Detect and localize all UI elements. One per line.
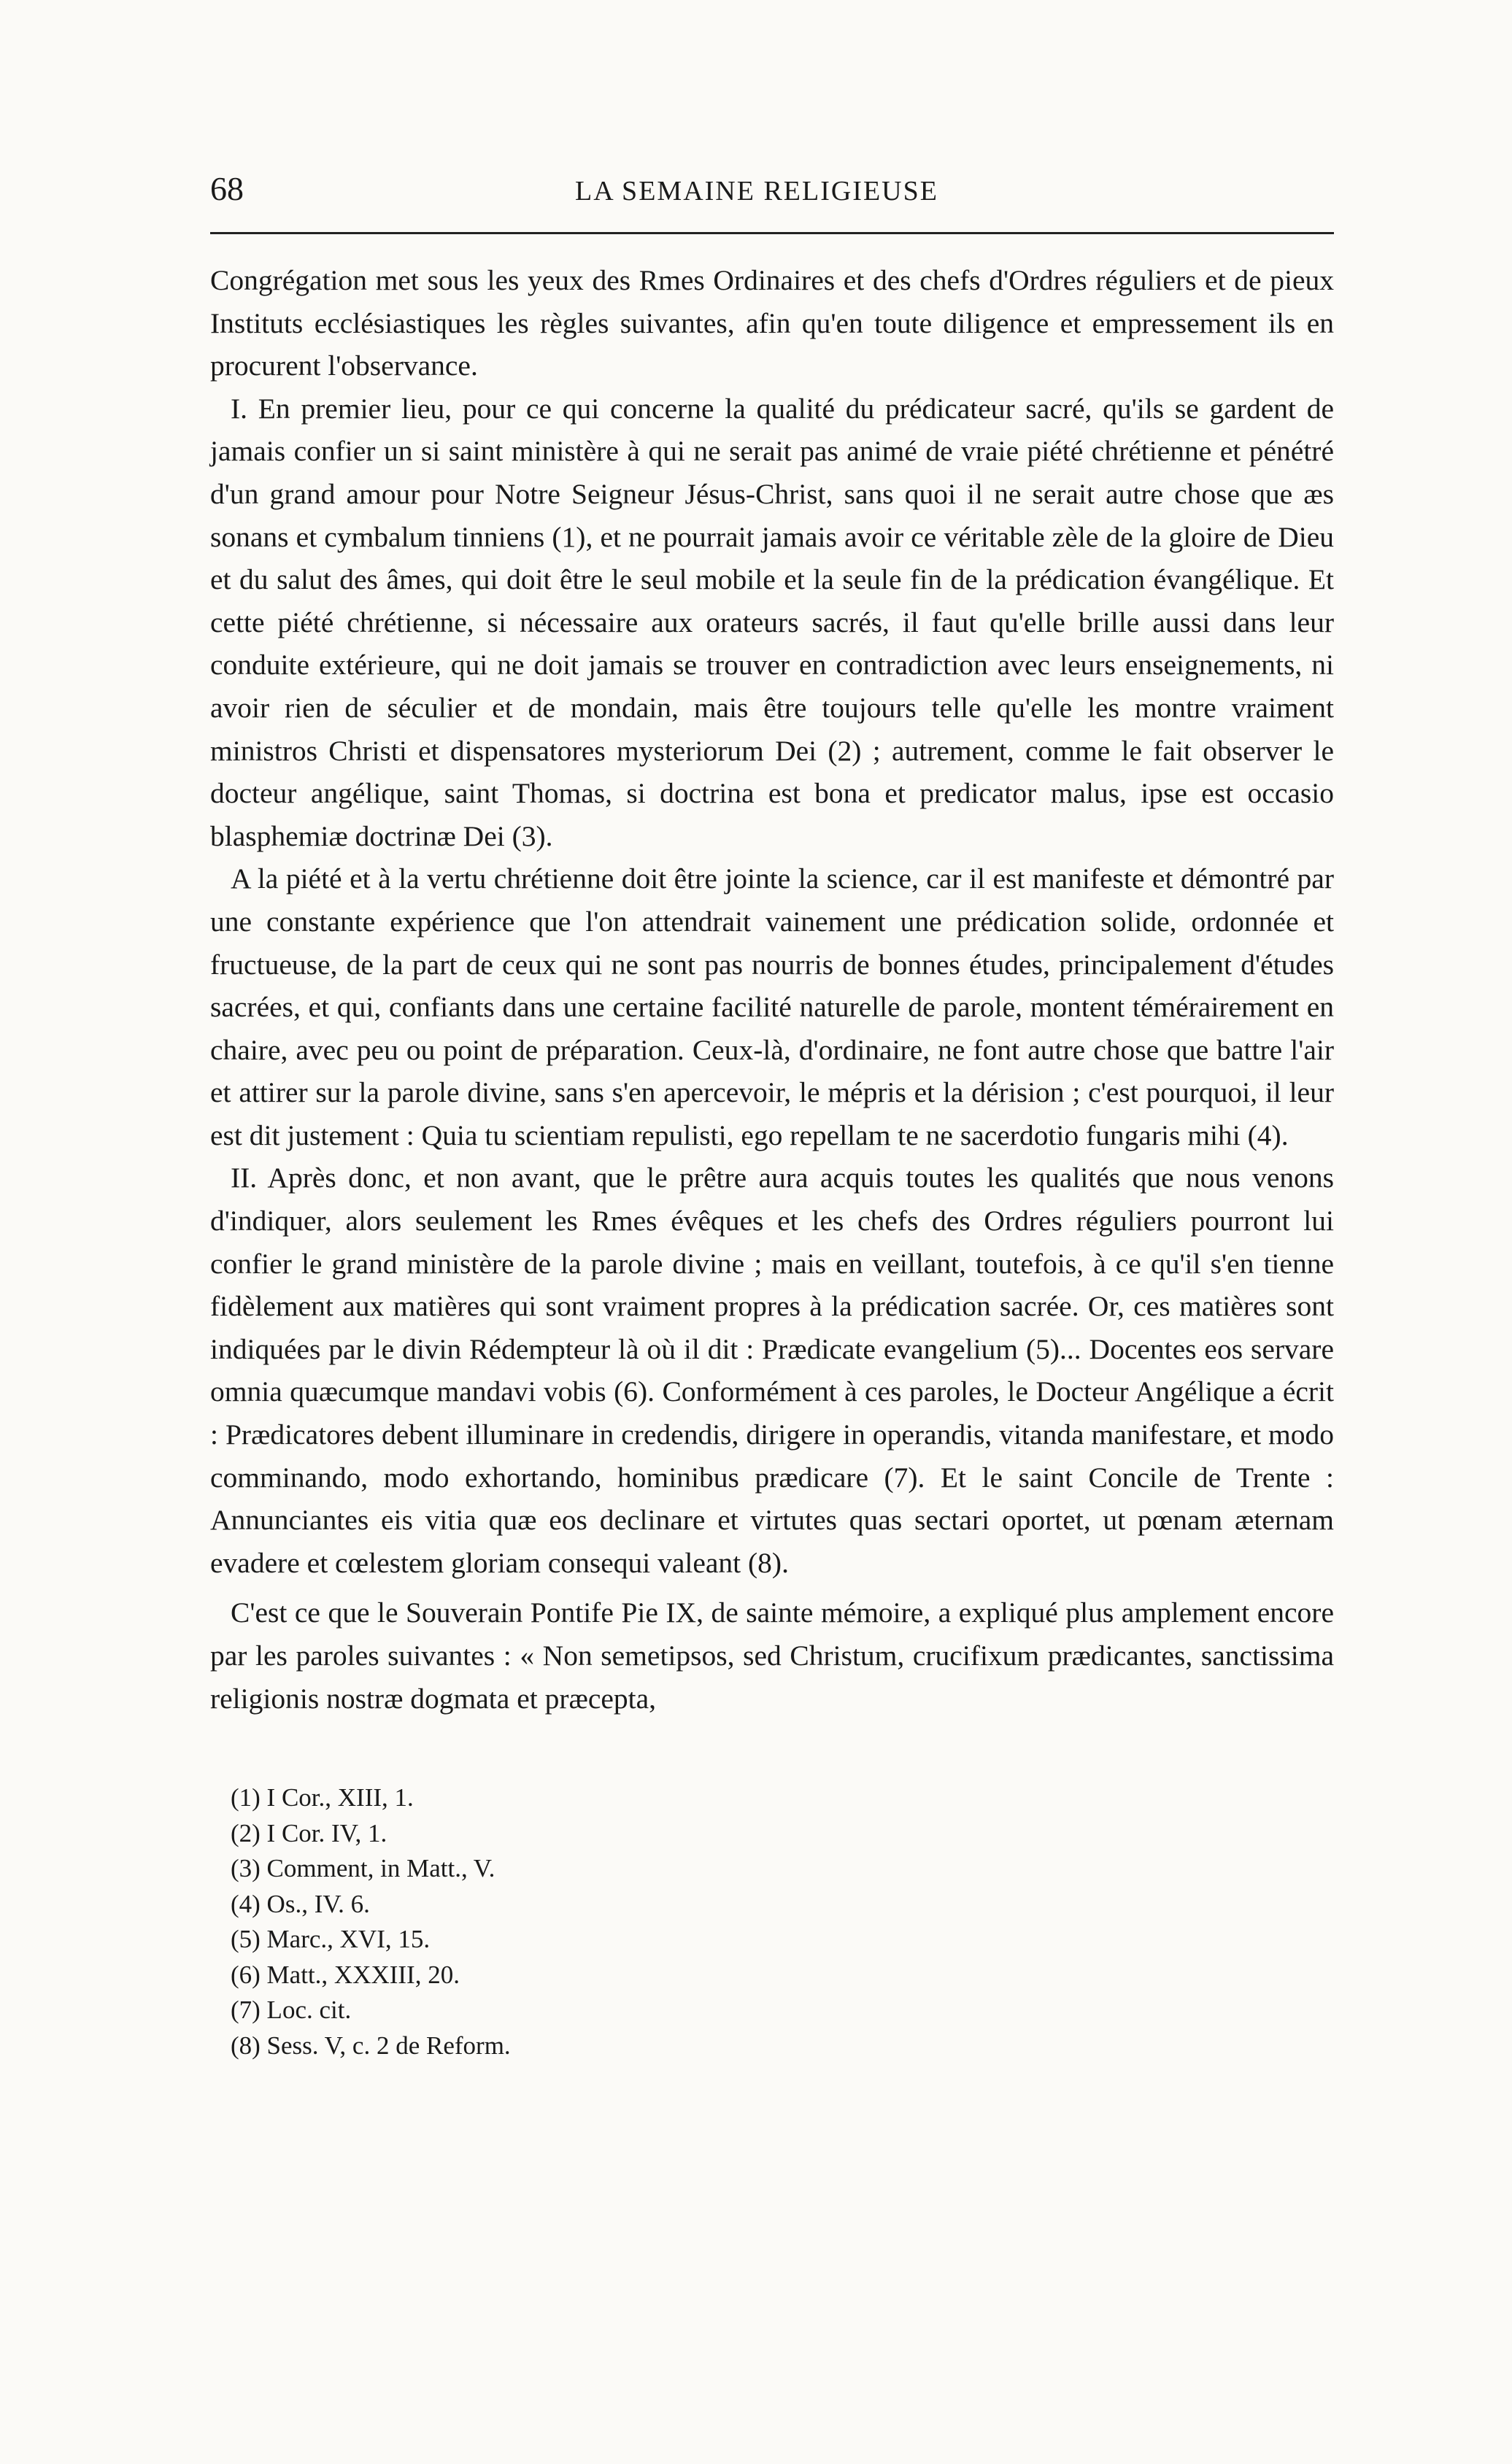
paragraph: A la piété et à la vertu chrétienne doit être jointe la science, car il est manifeste et démontré par une constante expérience que l'on attendrait vainement une prédication solide, ordonnée et fructueuse, de la part de ceux qui ne sont pas nourris de bonnes études, principalement d'études sacrées, et qui, confiants dans une certaine facilité naturelle de parole, montent témérairement en chaire, avec peu ou point de préparation. Ceux-là, d'ordinaire, ne font autre chose que battre l'air et attirer sur la parole divine, sans s'en apercevoir, le mépris et la dérision ; c'est pourquoi, il leur est dit justement : Quia tu scientiam repulisti, ego repellam te ne sacerdotio fungaris mihi (4). — [210, 862, 1334, 1151]
paragraph: II. Après donc, et non avant, que le prêtre aura acquis toutes les qualités que nous venons d'indiquer, alors seulement les Rmes évêques et les chefs des Ordres réguliers pourront lui confier le grand ministère de la parole divine ; mais en veillant, toutefois, à ce qu'il s'en tienne fidèlement aux matières qui sont vraiment propres à la prédication sacrée. Or, ces matières sont indiquées par le divin Rédempteur là où il dit : Prædicate evangelium (5)... Docentes eos servare omnia quæcumque mandavi vobis (6). Conformément à ces paroles, le Docteur Angélique a écrit : Prædicatores debent illuminare in credendis, dirigere in operandis, vitanda manifestare, et modo comminando, modo exhortando, hominibus prædicare (7). Et le saint Concile de Trente : Annunciantes eis vitia quæ eos declinare et virtutes quas sectari oportet, ut pœnam æternam evadere et cœlestem gloriam consequi valeant (8). — [210, 1162, 1334, 1579]
header-rule — [210, 232, 1334, 234]
footnote: (8) Sess. V, c. 2 de Reform. — [231, 2031, 511, 2060]
footnote: (4) Os., IV. 6. — [231, 1889, 370, 1918]
body-text — [210, 259, 1334, 1720]
footnote: (6) Matt., XXXIII, 20. — [231, 1960, 460, 1989]
footnote: (3) Comment, in Matt., V. — [231, 1854, 495, 1882]
footnote: (7) Loc. cit. — [231, 1996, 352, 2024]
footnote: (1) I Cor., XIII, 1. — [231, 1783, 414, 1812]
paragraph: C'est ce que le Souverain Pontife Pie IX, de sainte mémoire, a expliqué plus amplement encore par les paroles suivantes : « Non semetipsos, sed Christum, crucifixum prædicantes, sanctissima religionis nostræ dogmata et præcepta, — [210, 1596, 1334, 1715]
paragraph: I. En premier lieu, pour ce qui concerne la qualité du prédicateur sacré, qu'ils se gardent de jamais confier un si saint ministère à qui ne serait pas animé de vraie piété chrétienne et pénétré d'un grand amour pour Notre Seigneur Jésus-Christ, sans quoi il ne serait autre chose que æs sonans et cymbalum tinniens (1), et ne pourrait jamais avoir ce véritable zèle de la gloire de Dieu et du salut des âmes, qui doit être le seul mobile et la seule fin de la prédication évangélique. Et cette piété chrétienne, si nécessaire aux orateurs sacrés, il faut qu'elle brille aussi dans leur conduite extérieure, qui ne doit jamais se trouver en contradiction avec leurs enseignements, ni avoir rien de séculier et de mondain, mais être toujours telle qu'elle les montre vraiment ministros Christi et dispensatores mysteriorum Dei (2) ; autrement, comme le fait observer le docteur angélique, saint Thomas, si doctrina est bona et predicator malus, ipse est occasio blasphemiæ doctrinæ Dei (3). — [210, 392, 1334, 852]
footnote: (2) I Cor. IV, 1. — [231, 1818, 387, 1847]
page-header — [210, 169, 1334, 213]
footnotes — [231, 1780, 887, 2063]
page-number: 68 — [210, 170, 244, 207]
footnote: (5) Marc., XVI, 15. — [231, 1925, 431, 1953]
running-title: LA SEMAINE RELIGIEUSE — [575, 176, 938, 206]
paragraph: Congrégation met sous les yeux des Rmes Ordinaires et des chefs d'Ordres réguliers et de pieux Instituts ecclésiastiques les règles suivantes, afin qu'en toute diligence et empressement ils en procurent l'observance. — [210, 264, 1334, 382]
